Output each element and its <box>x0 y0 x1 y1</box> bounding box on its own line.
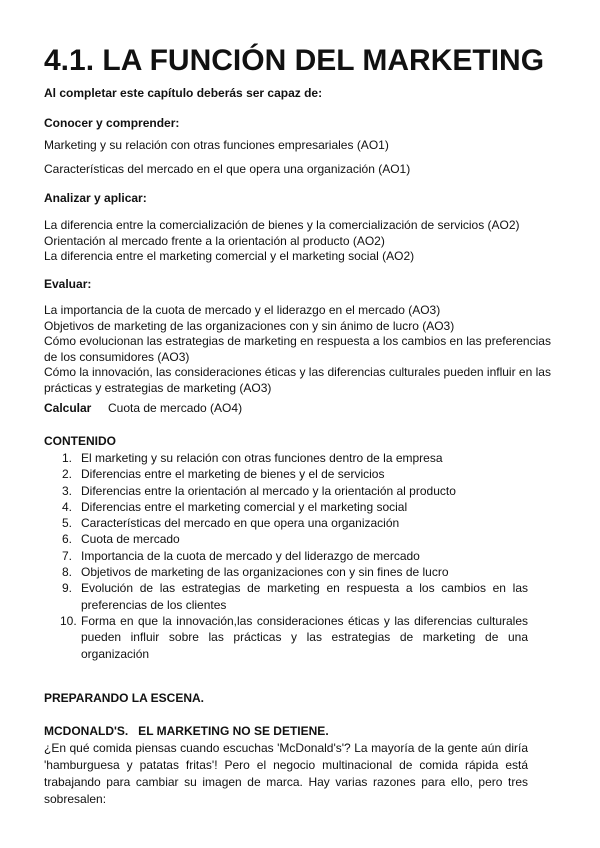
escena-heading: PREPARANDO LA ESCENA. <box>44 691 205 705</box>
list-item-text: El marketing y su relación con otras funciones dentro de la empresa <box>81 451 443 465</box>
objective-line: Cómo evolucionan las estrategias de marketing en respuesta a los cambios en las preferencias <box>44 334 551 349</box>
list-item-text: Forma en que la innovación,las consideraciones éticas y las diferencias culturales pueden influir sobre las prácticas y las estrategias de marketing de una organización <box>81 613 528 661</box>
list-item-text: Diferencias entre el marketing comercial y el marketing social <box>81 499 408 514</box>
escena-subheading: MCDONALD'S. EL MARKETING NO SE DETIENE. <box>44 724 329 738</box>
list-item <box>44 515 528 531</box>
objective-line: Cómo la innovación, las consideraciones éticas y las diferencias culturales pueden influir en las <box>44 365 551 380</box>
list-item-text: Evolución de las estrategias de marketing en respuesta a los cambios en las preferencias de los clientes <box>81 581 528 612</box>
list-item <box>44 564 528 580</box>
list-item <box>44 548 528 564</box>
list-number: 3. <box>62 483 73 498</box>
section-heading-conocer: Conocer y comprender: <box>44 116 180 130</box>
list-item <box>44 466 528 482</box>
list-item <box>44 580 528 613</box>
list-item-text: Objetivos de marketing de las organizaciones con y sin fines de lucro <box>81 565 449 580</box>
list-item-text: Diferencias entre la orientación al mercado y la orientación al producto <box>81 483 456 498</box>
evaluar-list <box>44 303 559 397</box>
list-item <box>44 483 528 499</box>
list-item-text: Características del mercado en que opera una organización <box>81 516 400 531</box>
escena-paragraph: ¿En qué comida piensas cuando escuchas 'McDonald's'? La mayoría de la gente aún diría 'hamburguesa y patatas fritas'! Pero el negocio multinacional de comida rápida está trabajando para cambiar su imagen de marca. Hay varias razones para ello, pero tres sobresalen: <box>44 741 528 806</box>
list-number: 6. <box>62 532 73 547</box>
section-heading-analizar: Analizar y aplicar: <box>44 191 147 205</box>
list-number: 8. <box>62 565 73 580</box>
calcular-row <box>44 401 242 415</box>
list-number: 1. <box>62 451 73 465</box>
list-number: 4. <box>62 499 73 514</box>
contenido-heading: CONTENIDO <box>44 434 116 448</box>
list-item-text: Importancia de la cuota de mercado y del liderazgo de mercado <box>81 548 420 563</box>
objective-item: La diferencia entre la comercialización de bienes y la comercialización de servicios (AO2) <box>44 218 520 232</box>
list-number: 2. <box>62 467 73 482</box>
objective-line: prácticas y estrategias de marketing (AO3) <box>44 380 272 395</box>
list-number: 10. <box>60 613 77 628</box>
list-item <box>44 531 528 547</box>
intro-text: Al completar este capítulo deberás ser capaz de: <box>44 86 323 100</box>
objective-line: de los consumidores (AO3) <box>44 349 190 364</box>
list-item <box>44 450 528 466</box>
objective-item: Orientación al mercado frente a la orientación al producto (AO2) <box>44 233 385 248</box>
contenido-list <box>44 450 528 662</box>
list-item-text: Diferencias entre el marketing de bienes y el de servicios <box>81 467 385 482</box>
list-item <box>44 499 528 515</box>
objective-item: Características del mercado en el que opera una organización (AO1) <box>44 162 411 176</box>
list-number: 7. <box>62 548 73 563</box>
objective-item: Cuota de mercado (AO4) <box>108 401 243 415</box>
section-heading-calcular: Calcular <box>44 401 92 415</box>
analizar-list <box>44 218 559 265</box>
objective-item: La diferencia entre el marketing comercial y el marketing social (AO2) <box>44 249 415 264</box>
objective-line: Objetivos de marketing de las organizaciones con y sin ánimo de lucro (AO3) <box>44 318 455 333</box>
list-item <box>44 613 528 662</box>
list-number: 9. <box>62 581 73 596</box>
list-number: 5. <box>62 516 73 531</box>
page-title: 4.1. LA FUNCIÓN DEL MARKETING <box>44 44 545 77</box>
objective-item: Marketing y su relación con otras funciones empresariales (AO1) <box>44 138 389 152</box>
objective-line: La importancia de la cuota de mercado y el liderazgo en el mercado (AO3) <box>44 303 441 317</box>
list-item-text: Cuota de mercado <box>81 532 180 547</box>
section-heading-evaluar: Evaluar: <box>44 277 92 291</box>
